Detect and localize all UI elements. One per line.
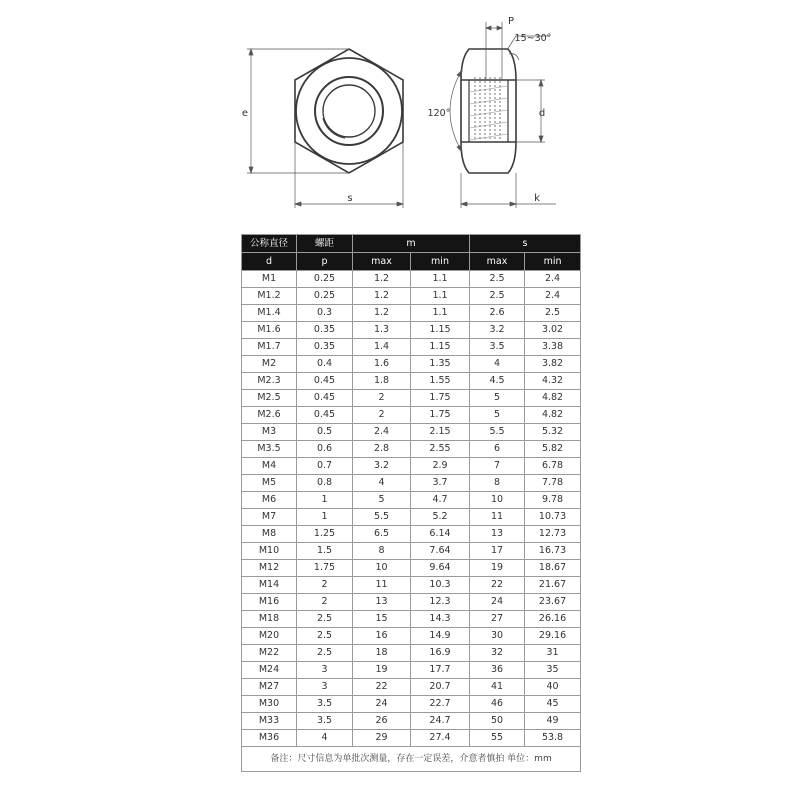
cell-p: 0.25 <box>297 288 353 305</box>
cell-m-max: 16 <box>353 628 411 645</box>
cell-s-min: 3.02 <box>525 322 581 339</box>
cell-s-max: 10 <box>470 492 525 509</box>
table-row <box>242 679 581 696</box>
table-row <box>242 322 581 339</box>
bore-outer-circle <box>315 77 383 145</box>
cell-s-max: 36 <box>470 662 525 679</box>
cell-m-min: 10.3 <box>411 577 470 594</box>
thread-hatching-diagonal <box>470 86 507 140</box>
table-row <box>242 611 581 628</box>
cell-p: 3.5 <box>297 696 353 713</box>
cell-m-min: 14.3 <box>411 611 470 628</box>
cell-m-max: 1.4 <box>353 339 411 356</box>
cell-d: M33 <box>242 713 297 730</box>
cell-m-max: 1.2 <box>353 305 411 322</box>
cell-d: M3.5 <box>242 441 297 458</box>
table-row <box>242 662 581 679</box>
cell-s-max: 4 <box>470 356 525 373</box>
cell-s-min: 2.4 <box>525 271 581 288</box>
cell-d: M2.3 <box>242 373 297 390</box>
cell-p: 2.5 <box>297 645 353 662</box>
cell-m-min: 5.2 <box>411 509 470 526</box>
cell-p: 4 <box>297 730 353 747</box>
cell-d: M2.5 <box>242 390 297 407</box>
cell-m-max: 2 <box>353 390 411 407</box>
label-k: k <box>534 193 540 204</box>
cell-s-max: 32 <box>470 645 525 662</box>
cell-p: 0.7 <box>297 458 353 475</box>
cell-s-min: 35 <box>525 662 581 679</box>
table-row <box>242 730 581 747</box>
cell-s-min: 45 <box>525 696 581 713</box>
cell-d: M14 <box>242 577 297 594</box>
cell-p: 1.5 <box>297 543 353 560</box>
cell-s-min: 26.16 <box>525 611 581 628</box>
hex-outline <box>295 49 403 173</box>
cell-s-max: 19 <box>470 560 525 577</box>
cell-d: M20 <box>242 628 297 645</box>
cell-m-max: 26 <box>353 713 411 730</box>
cell-s-min: 6.78 <box>525 458 581 475</box>
table-row <box>242 645 581 662</box>
cell-s-min: 4.32 <box>525 373 581 390</box>
table-row <box>242 458 581 475</box>
cell-m-min: 17.7 <box>411 662 470 679</box>
table-row <box>242 424 581 441</box>
label-s: s <box>347 193 353 204</box>
cell-p: 3.5 <box>297 713 353 730</box>
table-row <box>242 407 581 424</box>
cell-m-min: 1.35 <box>411 356 470 373</box>
cell-s-min: 7.78 <box>525 475 581 492</box>
cell-s-min: 18.67 <box>525 560 581 577</box>
cell-d: M3 <box>242 424 297 441</box>
cell-s-max: 30 <box>470 628 525 645</box>
cell-m-max: 29 <box>353 730 411 747</box>
cell-m-max: 19 <box>353 662 411 679</box>
table-row <box>242 696 581 713</box>
cell-s-max: 46 <box>470 696 525 713</box>
cell-m-min: 4.7 <box>411 492 470 509</box>
subheader-d: d <box>242 253 297 271</box>
cell-s-min: 12.73 <box>525 526 581 543</box>
cell-s-min: 53.8 <box>525 730 581 747</box>
cell-d: M1 <box>242 271 297 288</box>
cell-s-min: 29.16 <box>525 628 581 645</box>
cell-p: 0.35 <box>297 322 353 339</box>
cell-s-max: 2.6 <box>470 305 525 322</box>
table-row <box>242 577 581 594</box>
cell-m-min: 2.15 <box>411 424 470 441</box>
cell-s-min: 23.67 <box>525 594 581 611</box>
cell-p: 0.45 <box>297 407 353 424</box>
dimension-p <box>486 22 502 80</box>
cell-p: 2.5 <box>297 628 353 645</box>
cell-p: 0.5 <box>297 424 353 441</box>
cell-s-max: 50 <box>470 713 525 730</box>
cell-m-min: 1.75 <box>411 390 470 407</box>
cell-d: M5 <box>242 475 297 492</box>
cell-m-min: 9.64 <box>411 560 470 577</box>
cell-p: 0.3 <box>297 305 353 322</box>
cell-s-max: 4.5 <box>470 373 525 390</box>
table-row <box>242 305 581 322</box>
cell-m-min: 1.55 <box>411 373 470 390</box>
cell-s-max: 5 <box>470 407 525 424</box>
subheader-s-min: min <box>525 253 581 271</box>
table-row <box>242 441 581 458</box>
cell-s-max: 2.5 <box>470 288 525 305</box>
cell-s-min: 4.82 <box>525 390 581 407</box>
cell-s-min: 9.78 <box>525 492 581 509</box>
cell-m-min: 22.7 <box>411 696 470 713</box>
cell-d: M27 <box>242 679 297 696</box>
footnote: 备注：尺寸信息为单批次测量，存在一定误差，介意者慎拍 单位：mm <box>242 747 581 772</box>
cell-s-min: 3.82 <box>525 356 581 373</box>
cell-s-max: 8 <box>470 475 525 492</box>
cell-m-max: 1.6 <box>353 356 411 373</box>
cell-d: M24 <box>242 662 297 679</box>
cell-s-min: 10.73 <box>525 509 581 526</box>
cell-m-max: 6.5 <box>353 526 411 543</box>
cell-d: M10 <box>242 543 297 560</box>
cell-d: M7 <box>242 509 297 526</box>
cell-s-max: 55 <box>470 730 525 747</box>
cell-m-max: 5 <box>353 492 411 509</box>
cell-s-max: 41 <box>470 679 525 696</box>
cell-p: 1 <box>297 492 353 509</box>
table-row <box>242 543 581 560</box>
table-row <box>242 594 581 611</box>
cell-d: M36 <box>242 730 297 747</box>
table-row <box>242 390 581 407</box>
cell-s-max: 24 <box>470 594 525 611</box>
cell-s-max: 3.5 <box>470 339 525 356</box>
cell-d: M1.6 <box>242 322 297 339</box>
cell-p: 0.45 <box>297 373 353 390</box>
cell-m-max: 3.2 <box>353 458 411 475</box>
cell-m-min: 1.75 <box>411 407 470 424</box>
cell-m-min: 7.64 <box>411 543 470 560</box>
spec-table-body <box>242 271 581 747</box>
spec-table <box>241 234 581 772</box>
cell-m-max: 10 <box>353 560 411 577</box>
cell-m-max: 1.2 <box>353 271 411 288</box>
cell-s-max: 17 <box>470 543 525 560</box>
cell-d: M1.4 <box>242 305 297 322</box>
cell-d: M22 <box>242 645 297 662</box>
bore-inner-circle <box>323 85 375 137</box>
cell-s-min: 5.32 <box>525 424 581 441</box>
chamfer-circle <box>296 58 402 164</box>
cell-p: 1.25 <box>297 526 353 543</box>
cell-p: 3 <box>297 662 353 679</box>
label-p: P <box>507 16 515 27</box>
cell-m-min: 1.1 <box>411 271 470 288</box>
cell-m-max: 1.2 <box>353 288 411 305</box>
cell-s-max: 6 <box>470 441 525 458</box>
cell-p: 0.35 <box>297 339 353 356</box>
cell-d: M4 <box>242 458 297 475</box>
cell-s-min: 2.5 <box>525 305 581 322</box>
hex-nut-drawing <box>230 14 570 224</box>
cell-m-max: 2 <box>353 407 411 424</box>
table-row <box>242 628 581 645</box>
cell-d: M2 <box>242 356 297 373</box>
table-row <box>242 475 581 492</box>
header-nominal-diameter: 公称直径 <box>242 235 297 253</box>
cell-m-min: 6.14 <box>411 526 470 543</box>
cell-s-max: 22 <box>470 577 525 594</box>
cell-m-max: 8 <box>353 543 411 560</box>
cell-d: M6 <box>242 492 297 509</box>
cell-s-min: 40 <box>525 679 581 696</box>
cell-s-max: 7 <box>470 458 525 475</box>
cell-s-max: 11 <box>470 509 525 526</box>
table-row <box>242 509 581 526</box>
subheader-m-min: min <box>411 253 470 271</box>
cell-d: M30 <box>242 696 297 713</box>
cell-m-max: 22 <box>353 679 411 696</box>
cell-p: 2 <box>297 594 353 611</box>
cell-m-min: 1.1 <box>411 288 470 305</box>
cell-p: 3 <box>297 679 353 696</box>
cell-m-min: 1.1 <box>411 305 470 322</box>
cell-p: 0.25 <box>297 271 353 288</box>
cell-m-max: 18 <box>353 645 411 662</box>
dimension-k <box>461 173 556 208</box>
cell-d: M16 <box>242 594 297 611</box>
cell-m-min: 20.7 <box>411 679 470 696</box>
cell-s-max: 13 <box>470 526 525 543</box>
cell-m-max: 1.8 <box>353 373 411 390</box>
header-row-1 <box>242 235 581 253</box>
cell-m-max: 5.5 <box>353 509 411 526</box>
cell-m-min: 27.4 <box>411 730 470 747</box>
cell-s-min: 3.38 <box>525 339 581 356</box>
cell-m-min: 2.9 <box>411 458 470 475</box>
cell-m-max: 15 <box>353 611 411 628</box>
cell-s-max: 2.5 <box>470 271 525 288</box>
table-row <box>242 526 581 543</box>
cell-p: 1 <box>297 509 353 526</box>
label-d: d <box>538 108 546 119</box>
table-row <box>242 560 581 577</box>
table-row <box>242 288 581 305</box>
cell-p: 2 <box>297 577 353 594</box>
table-row <box>242 356 581 373</box>
dimension-e <box>247 49 349 173</box>
cell-d: M12 <box>242 560 297 577</box>
table-row <box>242 339 581 356</box>
cell-m-min: 12.3 <box>411 594 470 611</box>
cell-m-min: 3.7 <box>411 475 470 492</box>
cell-m-max: 13 <box>353 594 411 611</box>
cell-s-max: 5.5 <box>470 424 525 441</box>
label-thread-angle: 120° <box>427 108 451 119</box>
cell-p: 0.45 <box>297 390 353 407</box>
label-chamfer-angle: 15~30° <box>514 33 552 44</box>
cell-d: M1.7 <box>242 339 297 356</box>
subheader-s-max: max <box>470 253 525 271</box>
footnote-row <box>242 747 581 772</box>
cell-p: 0.8 <box>297 475 353 492</box>
cell-m-min: 1.15 <box>411 322 470 339</box>
cell-s-min: 16.73 <box>525 543 581 560</box>
subheader-p: p <box>297 253 353 271</box>
table-row <box>242 492 581 509</box>
cell-s-min: 21.67 <box>525 577 581 594</box>
cell-m-min: 2.55 <box>411 441 470 458</box>
cell-m-min: 14.9 <box>411 628 470 645</box>
cell-m-max: 2.8 <box>353 441 411 458</box>
cell-s-max: 27 <box>470 611 525 628</box>
cell-p: 1.75 <box>297 560 353 577</box>
label-e: e <box>241 108 249 119</box>
cell-s-max: 5 <box>470 390 525 407</box>
cell-d: M8 <box>242 526 297 543</box>
cell-m-max: 2.4 <box>353 424 411 441</box>
table-row <box>242 713 581 730</box>
cell-m-min: 1.15 <box>411 339 470 356</box>
header-row-2 <box>242 253 581 271</box>
cell-s-min: 4.82 <box>525 407 581 424</box>
cell-s-min: 5.82 <box>525 441 581 458</box>
cell-p: 2.5 <box>297 611 353 628</box>
cell-s-min: 49 <box>525 713 581 730</box>
cell-p: 0.4 <box>297 356 353 373</box>
cell-m-max: 11 <box>353 577 411 594</box>
cell-d: M2.6 <box>242 407 297 424</box>
header-pitch: 螺距 <box>297 235 353 253</box>
cell-s-min: 2.4 <box>525 288 581 305</box>
cell-m-max: 24 <box>353 696 411 713</box>
thread-hatching <box>475 77 500 145</box>
subheader-m-max: max <box>353 253 411 271</box>
table-row <box>242 373 581 390</box>
cell-d: M1.2 <box>242 288 297 305</box>
front-view <box>295 49 403 173</box>
cell-m-max: 1.3 <box>353 322 411 339</box>
header-m: m <box>353 235 470 253</box>
cell-p: 0.6 <box>297 441 353 458</box>
header-s: s <box>470 235 581 253</box>
cell-s-min: 31 <box>525 645 581 662</box>
cell-m-min: 24.7 <box>411 713 470 730</box>
cell-m-max: 4 <box>353 475 411 492</box>
cell-d: M18 <box>242 611 297 628</box>
cell-m-min: 16.9 <box>411 645 470 662</box>
cell-s-max: 3.2 <box>470 322 525 339</box>
side-view <box>461 49 516 173</box>
table-row <box>242 271 581 288</box>
